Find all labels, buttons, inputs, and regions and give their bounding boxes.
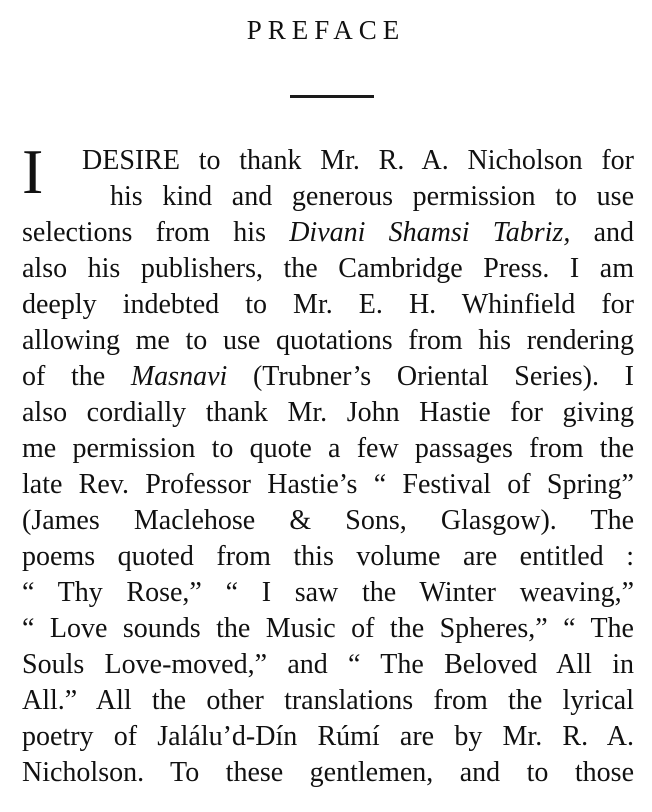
text-span: of the: [22, 361, 131, 392]
text-line: allowing me to use quotations from his rendering: [22, 325, 634, 356]
text-line: poetry of Jalálu’d-Dín Rúmí are by Mr. R. A.: [22, 721, 634, 752]
text-line: All.” All the other translations from the lyrical: [22, 685, 634, 716]
drop-cap: I: [22, 136, 44, 207]
text-line: poems quoted from this volume are entitled :: [22, 541, 634, 572]
text-line: also cordially thank Mr. John Hastie for giving: [22, 397, 634, 428]
text-line: DESIRE to thank Mr. R. A. Nicholson for: [82, 145, 634, 176]
book-title: Masnavi: [130, 361, 228, 392]
text-line: his kind and generous permission to use: [110, 181, 634, 212]
text-line: deeply indebted to Mr. E. H. Whinfield for: [22, 289, 634, 320]
text-line: late Rev. Professor Hastie’s “ Festival of Spring”: [22, 469, 634, 500]
text-line: (James Maclehose & Sons, Glasgow). The: [22, 505, 634, 536]
text-span: selections from his: [22, 217, 290, 248]
text-line: Souls Love-moved,” and “ The Beloved All in: [22, 649, 634, 680]
text-line: “ Love sounds the Music of the Spheres,” “ The: [22, 613, 634, 644]
text-line: me permission to quote a few passages from the: [22, 433, 634, 464]
page-title: PREFACE: [246, 15, 406, 45]
book-title: Divani Shamsi Tabriz,: [289, 217, 571, 248]
text-line: Nicholson. To these gentlemen, and to those: [22, 757, 634, 788]
text-span: (Trubner’s Oriental Series). I: [227, 361, 634, 392]
text-line: [22, 359, 634, 395]
text-line: [22, 215, 634, 251]
text-line: “ Thy Rose,” “ I saw the Winter weaving,”: [22, 577, 634, 608]
text-line: also his publishers, the Cambridge Press. I am: [22, 253, 634, 284]
text-span: and: [570, 217, 634, 248]
